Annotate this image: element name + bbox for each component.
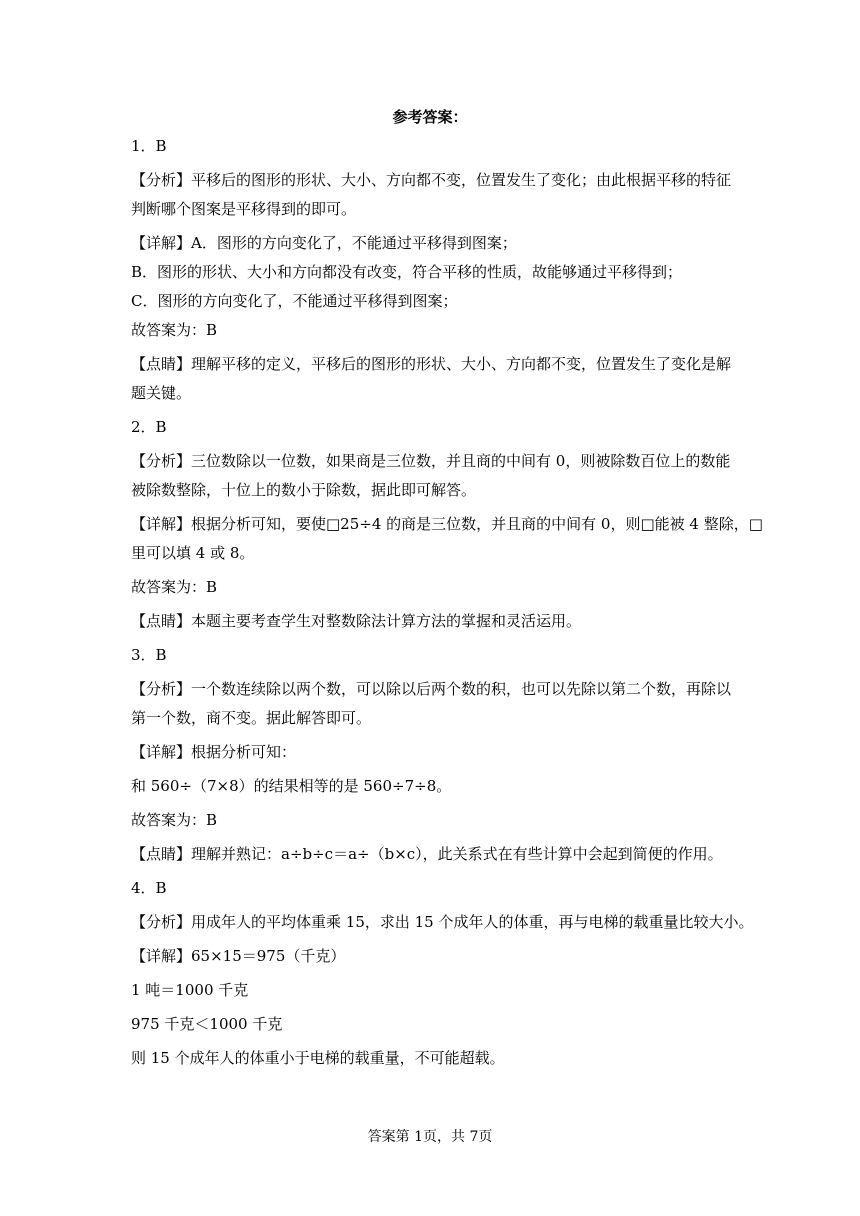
answer-number-2: 2．B (131, 418, 167, 436)
detail-1-b: B．图形的形状、大小和方向都没有改变，符合平移的性质，故能够通过平移得到； (131, 263, 683, 281)
answer-number-4: 4．B (131, 879, 167, 897)
answer-number-1: 1．B (131, 137, 167, 155)
detail-4: 【详解】65×15＝975（千克） (131, 947, 346, 965)
analysis-2-cont: 被除数整除，十位上的数小于除数，据此即可解答。 (131, 481, 477, 499)
answer-content (131, 135, 763, 1081)
analysis-3: 【分析】一个数连续除以两个数，可以除以后两个数的积，也可以先除以第二个数，再除以 (131, 680, 732, 698)
detail-3-b: 和 560÷（7×8）的结果相等的是 560÷7÷8。 (131, 777, 452, 795)
answer-2: 故答案为：B (131, 578, 218, 596)
analysis-4: 【分析】用成年人的平均体重乘 15，求出 15 个成年人的体重，再与电梯的载重量比较大小。 (131, 913, 754, 931)
analysis-2: 【分析】三位数除以一位数，如果商是三位数，并且商的中间有 0，则被除数百位上的数能 (131, 452, 731, 470)
answer-1: 故答案为：B (131, 321, 218, 339)
page-title: 参考答案： (392, 108, 468, 126)
detail-4-d: 则 15 个成年人的体重小于电梯的载重量，不可能超载。 (131, 1049, 505, 1067)
answer-3: 故答案为：B (131, 811, 218, 829)
answer-number-3: 3．B (131, 646, 167, 664)
page-footer: 答案第 1页，共 7页 (367, 1129, 493, 1145)
detail-3: 【详解】根据分析可知： (131, 743, 297, 761)
analysis-1: 【分析】平移后的图形的形状、大小、方向都不变，位置发生了变化；由此根据平移的特征 (131, 171, 732, 189)
detail-1: 【详解】A．图形的方向变化了，不能通过平移得到图案； (131, 234, 517, 252)
comment-1-cont: 题关键。 (131, 384, 192, 402)
comment-1: 【点睛】理解平移的定义，平移后的图形的形状、大小、方向都不变，位置发生了变化是解 (131, 355, 732, 373)
analysis-1-cont: 判断哪个图案是平移得到的即可。 (131, 200, 357, 218)
detail-2-cont: 里可以填 4 或 8。 (131, 544, 255, 562)
detail-2: 【详解】根据分析可知，要使□25÷4 的商是三位数，并且商的中间有 0，则□能被 4 整除，□ (131, 515, 763, 533)
detail-1-c: C．图形的方向变化了，不能通过平移得到图案； (131, 292, 458, 310)
analysis-3-cont: 第一个数，商不变。据此解答即可。 (131, 709, 372, 727)
detail-4-c: 975 千克＜1000 千克 (131, 1015, 283, 1033)
comment-2: 【点睛】本题主要考查学生对整数除法计算方法的掌握和灵活运用。 (131, 612, 582, 630)
comment-3: 【点睛】理解并熟记：a÷b÷c＝a÷（b×c），此关系式在有些计算中会起到简便的作用。 (131, 845, 723, 863)
detail-4-b: 1 吨＝1000 千克 (131, 981, 249, 999)
